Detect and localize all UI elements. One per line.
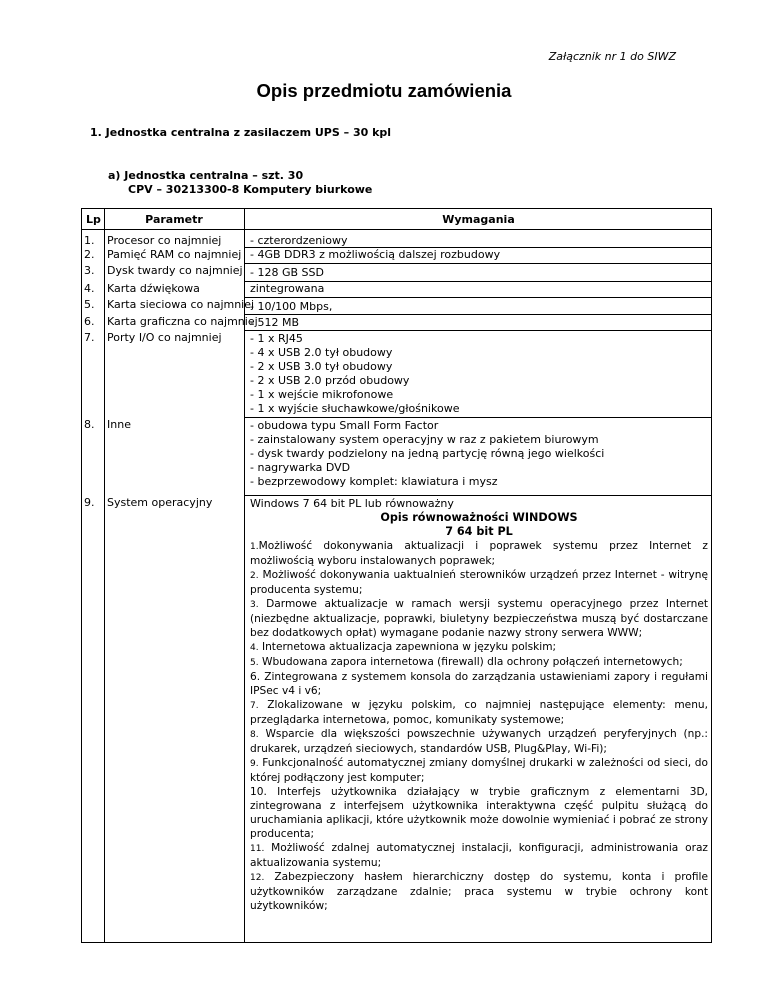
row-8-req-3: - dysk twardy podzielony na jedną partycję równą jego wielkości xyxy=(250,447,605,460)
row-5-param: Karta sieciowa co najmniej xyxy=(107,298,255,311)
row-7-req-2: - 4 x USB 2.0 tył obudowy xyxy=(250,346,393,359)
section-heading: 1. Jednostka centralna z zasilaczem UPS – 30 kpl xyxy=(90,126,392,139)
header-parametr: Parametr xyxy=(145,213,203,226)
row-7-req-3: - 2 x USB 3.0 tył obudowy xyxy=(250,360,393,373)
os-item: 5. Wbudowana zapora internetowa (firewall) dla ochrony połączeń internetowych; xyxy=(250,656,683,668)
header-wymagania: Wymagania xyxy=(442,213,515,226)
row-8-param: Inne xyxy=(107,418,131,431)
os-heading: Opis równoważności WINDOWS xyxy=(380,511,578,524)
row-9-param: System operacyjny xyxy=(107,496,213,509)
row-4-req: zintegrowana xyxy=(250,282,325,295)
row-6-lp: 6. xyxy=(84,315,95,328)
row-2-lp: 2. xyxy=(84,248,95,261)
row-4-lp: 4. xyxy=(84,282,95,295)
row-1-lp: 1. xyxy=(84,234,95,247)
row-9-lp: 9. xyxy=(84,496,95,509)
os-item: 3. Darmowe aktualizacje w ramach wersji systemu operacyjnego przez Internet (niezbędne aktualizacje, poprawki, biuletyny bezpieczeństwa muszą być dostarczane bez dodatkowych opłat) wymagane podanie nazwy strony serwera WWW; xyxy=(250,598,708,639)
row-9-req: Windows 7 64 bit PL lub równoważny xyxy=(250,497,454,510)
row-8-req-5: - bezprzewodowy komplet: klawiatura i mysz xyxy=(250,475,498,488)
requirements-table xyxy=(81,208,712,943)
row-8-req-1: - obudowa typu Small Form Factor xyxy=(250,419,439,432)
os-heading-version: 7 64 bit PL xyxy=(445,525,513,538)
row-3-lp: 3. xyxy=(84,264,95,277)
row-7-param: Porty I/O co najmniej xyxy=(107,331,222,344)
os-item: 4. Internetowa aktualizacja zapewniona w języku polskim; xyxy=(250,641,557,653)
row-6-req: - 512 MB xyxy=(250,316,299,329)
row-5-lp: 5. xyxy=(84,298,95,311)
row-4-param: Karta dźwiękowa xyxy=(107,282,200,295)
row-5-req: - 10/100 Mbps, xyxy=(250,300,333,313)
row-8-req-2: - zainstalowany system operacyjny w raz z pakietem biurowym xyxy=(250,433,599,446)
row-2-req: - 4GB DDR3 z możliwością dalszej rozbudowy xyxy=(250,248,501,261)
os-item: 6. Zintegrowana z systemem konsola do zarządzania ustawieniami zapory i regułami IPSec v4 i v6; xyxy=(250,671,708,697)
annex-label: Załącznik nr 1 do SIWZ xyxy=(548,50,676,63)
row-8-req-4: - nagrywarka DVD xyxy=(250,461,351,474)
row-8-lp: 8. xyxy=(84,418,95,431)
row-7-req-4: - 2 x USB 2.0 przód obudowy xyxy=(250,374,410,387)
cpv-code: CPV – 30213300-8 Komputery biurkowe xyxy=(128,183,373,196)
os-item: 9. Funkcjonalność automatycznej zmiany domyślnej drukarki w zależności od sieci, do której podłączony jest komputer; xyxy=(250,757,709,784)
os-item: 7. Zlokalizowane w języku polskim, co najmniej następujące elementy: menu, przeglądarka internetowa, pomoc, komunikaty systemowe; xyxy=(250,699,708,726)
header-lp: Lp xyxy=(86,213,101,226)
os-equivalence-block xyxy=(250,511,708,913)
row-1-param: Procesor co najmniej xyxy=(107,234,222,247)
os-item: 1.Możliwość dokonywania aktualizacji i poprawek systemu przez Internet z możliwością wyboru instalowanych poprawek; xyxy=(250,540,708,567)
row-3-param: Dysk twardy co najmniej xyxy=(107,264,243,277)
os-item: 11. Możliwość zdalnej automatycznej instalacji, konfiguracji, administrowania oraz aktualizowania systemu; xyxy=(250,842,708,869)
os-item: 10. Interfejs użytkownika działający w trybie graficznym z elementarni 3D, zintegrowana z interfejsem użytkownika interaktywna część pulpitu służącą do uruchamiania aplikacji, które użytkownik może dowolnie wymieniać i pobrać ze strony producenta; xyxy=(250,786,708,840)
subsection-heading: a) Jednostka centralna – szt. 30 xyxy=(108,169,304,182)
row-1-req: - czterordzeniowy xyxy=(250,234,348,247)
row-7-lp: 7. xyxy=(84,331,95,344)
row-7-req-1: - 1 x RJ45 xyxy=(250,332,303,345)
page-title: Opis przedmiotu zamówienia xyxy=(256,80,512,101)
os-item: 8. Wsparcie dla większości powszechnie używanych urządzeń peryferyjnych (np.: drukarek, urządzeń sieciowych, standardów USB, Plug&Play, Wi-Fi); xyxy=(250,728,709,755)
row-6-param: Karta graficzna co najmniej xyxy=(107,315,258,328)
os-item: 12. Zabezpieczony hasłem hierarchiczny dostęp do systemu, konta i profile użytkowników zarządzane zdalnie; praca systemu w trybie ochrony kont użytkowników; xyxy=(250,871,708,912)
row-7-req-5: - 1 x wejście mikrofonowe xyxy=(250,388,394,401)
row-3-req: - 128 GB SSD xyxy=(250,266,324,279)
row-7-req-6: - 1 x wyjście słuchawkowe/głośnikowe xyxy=(250,402,460,415)
os-item: 2. Możliwość dokonywania uaktualnień sterowników urządzeń przez Internet - witrynę producenta systemu; xyxy=(250,569,708,596)
row-2-param: Pamięć RAM co najmniej xyxy=(107,248,242,261)
